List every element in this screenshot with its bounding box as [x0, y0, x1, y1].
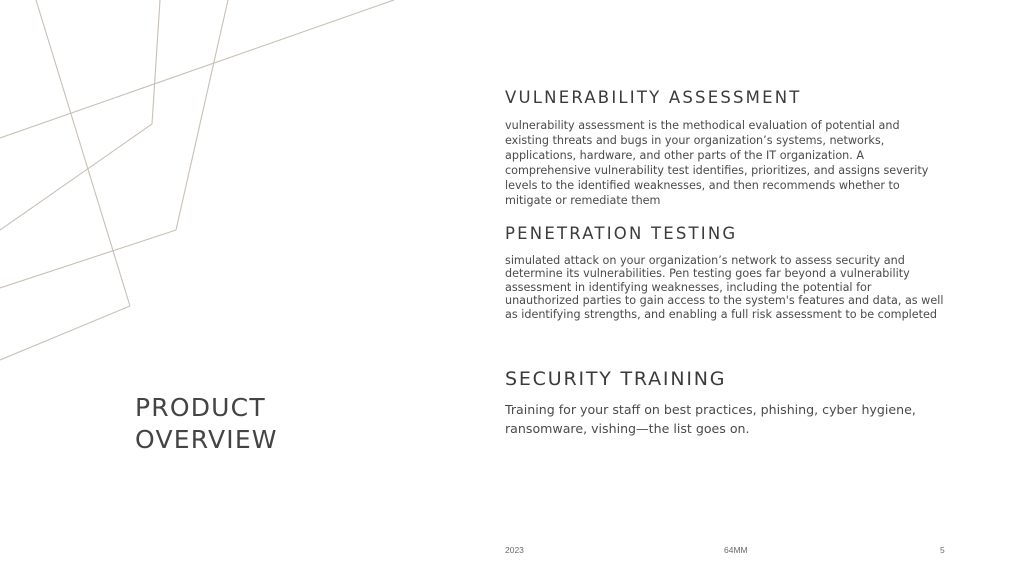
section-heading: PENETRATION TESTING [505, 224, 738, 243]
footer-company: 64MM [724, 545, 748, 555]
section-heading: SECURITY TRAINING [505, 368, 727, 390]
decor-line [0, 0, 394, 138]
section-penetration-testing [505, 224, 945, 321]
decor-line [152, 0, 160, 124]
decor-line [0, 124, 152, 230]
decor-line [0, 230, 176, 288]
section-body: Training for your staff on best practices, phishing, cyber hygiene, ransomware, vishing—the list goes on. [505, 402, 916, 436]
page-title-line-1: PRODUCT [135, 393, 266, 422]
section-vulnerability-assessment [505, 88, 945, 208]
section-body: simulated attack on your organization’s network to assess security and determine its vulnerabilities. Pen testing goes far beyond a vulnerability assessment in identifying weaknesses, including the potential for unauthorized parties to gain access to the system's features and data, as well as identifying strengths, and enabling a full risk assessment to be completed [505, 254, 944, 321]
footer-page-number: 5 [940, 545, 945, 555]
footer-year: 2023 [505, 545, 524, 555]
section-body: vulnerability assessment is the methodical evaluation of potential and existing threats and bugs in your organization’s systems, networks, applications, hardware, and other parts of the IT organization. A comprehensive vulnerability test identifies, prioritizes, and assigns severity levels to the identified weaknesses, and then recommends whether to mitigate or remediate them [505, 119, 929, 207]
section-security-training [505, 368, 945, 438]
decor-line [0, 306, 130, 360]
section-heading: VULNERABILITY ASSESSMENT [505, 88, 802, 107]
page-title-line-2: OVERVIEW [135, 425, 278, 454]
page-title [135, 392, 278, 456]
decor-line [176, 0, 228, 230]
